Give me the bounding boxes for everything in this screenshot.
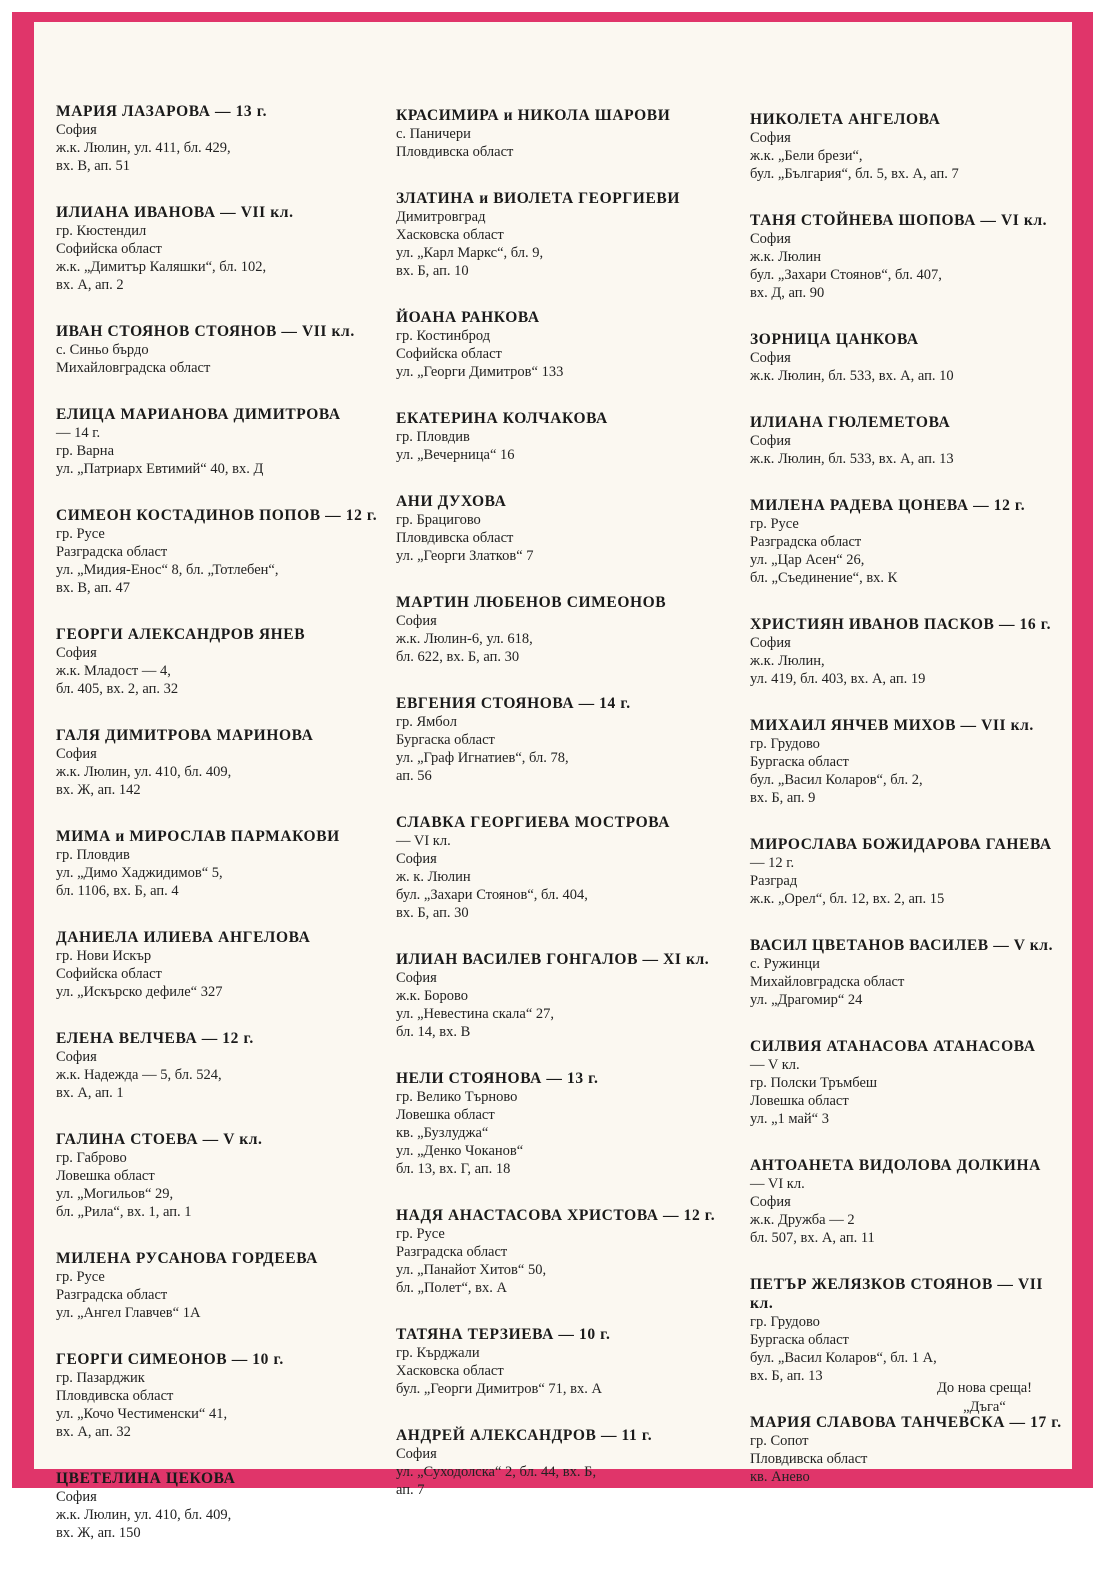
address-entry: [396, 593, 726, 666]
entry-address-line: София: [56, 645, 97, 661]
entry-name: МИЛЕНА РАДЕВА ЦОНЕВА — 12 г.: [750, 497, 1026, 514]
address-entry: [56, 726, 386, 799]
entry-address-line: ул. „1 май“ 3: [750, 1111, 829, 1127]
address-entry: [750, 211, 1070, 302]
entry-address-line: ул. „Ангел Главчев“ 1А: [56, 1305, 201, 1321]
entry-address-line: София: [750, 130, 791, 146]
entry-address-line: ж.к. Люлин, ул. 410, бл. 409,: [56, 764, 232, 780]
entry-address-line: гр. Велико Търново: [396, 1089, 518, 1105]
entry-address-line: гр. Русе: [56, 1269, 105, 1285]
entry-address-line: София: [56, 122, 97, 138]
entry-name: ГАЛЯ ДИМИТРОВА МАРИНОВА: [56, 727, 314, 744]
entry-address-line: гр. Русе: [396, 1226, 445, 1242]
entry-address-line: вх. А, ап. 2: [56, 277, 124, 293]
entry-address-line: гр. Кърджали: [396, 1345, 480, 1361]
entry-address-line: ж.к. Дружба — 2: [750, 1212, 855, 1228]
entry-name: НЕЛИ СТОЯНОВА — 13 г.: [396, 1070, 599, 1087]
entry-address-line: гр. Брацигово: [396, 512, 481, 528]
address-entry: [750, 716, 1070, 807]
entry-address-line: вх. Б, ап. 10: [396, 263, 469, 279]
entry-address-line: — 12 г.: [750, 855, 795, 871]
entry-address-line: гр. Ямбол: [396, 714, 457, 730]
entry-name: ЕВГЕНИЯ СТОЯНОВА — 14 г.: [396, 695, 631, 712]
entry-address-line: гр. Русе: [750, 516, 799, 532]
entry-address-line: София: [56, 1489, 97, 1505]
entry-address-line: кв. Анево: [750, 1469, 810, 1485]
address-entry: [396, 106, 726, 161]
entry-address-line: с. Ружинци: [750, 956, 820, 972]
entry-address-line: вх. Ж, ап. 150: [56, 1525, 141, 1541]
address-entry: [396, 1426, 726, 1499]
address-entry: [56, 322, 386, 377]
entry-address-line: Ловешка област: [750, 1093, 849, 1109]
entry-address-line: бл. 13, вх. Г, ап. 18: [396, 1161, 511, 1177]
entry-address-line: бл. 405, вх. 2, ап. 32: [56, 681, 179, 697]
entry-address-line: София: [750, 433, 791, 449]
entry-address-line: гр. Нови Искър: [56, 948, 152, 964]
entry-name: ИЛИАНА ГЮЛЕМЕТОВА: [750, 414, 951, 431]
entry-address-line: ул. „Невестина скала“ 27,: [396, 1006, 555, 1022]
entry-address-line: ул. „Кочо Честименски“ 41,: [56, 1406, 228, 1422]
entry-address-line: бул. „Захари Стоянов“, бл. 407,: [750, 267, 942, 283]
entry-address-line: София: [56, 746, 97, 762]
entry-address-line: бл. „Полет“, вх. А: [396, 1280, 507, 1296]
entry-address-line: ул. „Карл Маркс“, бл. 9,: [396, 245, 544, 261]
column-middle: [396, 106, 726, 1527]
entry-address-line: бл. „Рила“, вх. 1, ап. 1: [56, 1204, 192, 1220]
entry-address-line: гр. Русе: [56, 526, 105, 542]
entry-address-line: Пловдивска област: [750, 1451, 868, 1467]
address-entry: [396, 1206, 726, 1297]
closing-magazine: „Дъга“: [963, 1399, 1006, 1415]
entry-name: НАДЯ АНАСТАСОВА ХРИСТОВА — 12 г.: [396, 1207, 716, 1224]
entry-address-line: София: [396, 1446, 437, 1462]
entry-name: АНТОАНЕТА ВИДОЛОВА ДОЛКИНА: [750, 1157, 1041, 1174]
entry-address-line: Димитровград: [396, 209, 486, 225]
address-entry: [750, 615, 1070, 688]
entry-address-line: ул. „Димо Хаджидимов“ 5,: [56, 865, 223, 881]
entry-address-line: ул. 419, бл. 403, вх. А, ап. 19: [750, 671, 926, 687]
entry-address-line: — 14 г.: [56, 425, 101, 441]
entry-address-line: ул. „Могильов“ 29,: [56, 1186, 174, 1202]
entry-name: ДАНИЕЛА ИЛИЕВА АНГЕЛОВА: [56, 929, 311, 946]
entry-address-line: Ловешка област: [56, 1168, 155, 1184]
entry-name: ИЛИАН ВАСИЛЕВ ГОНГАЛОВ — XI кл.: [396, 951, 710, 968]
entry-address-line: София: [750, 350, 791, 366]
entry-address-line: ул. „Вечерница“ 16: [396, 447, 515, 463]
entry-address-line: ж.к. Борово: [396, 988, 469, 1004]
entry-address-line: София: [750, 635, 791, 651]
closing-signature: [937, 1379, 1032, 1417]
entry-address-line: вх. Б, ап. 13: [750, 1368, 823, 1384]
entry-address-line: Бургаска област: [750, 754, 849, 770]
entry-address-line: Хасковска област: [396, 1363, 504, 1379]
entry-address-line: — VI кл.: [396, 833, 451, 849]
address-entry: [396, 813, 726, 922]
entry-address-line: гр. Варна: [56, 443, 114, 459]
entry-name: ГАЛИНА СТОЕВА — V кл.: [56, 1131, 263, 1148]
entry-name: МАРТИН ЛЮБЕНОВ СИМЕОНОВ: [396, 594, 667, 611]
entry-address-line: гр. Сопот: [750, 1433, 809, 1449]
entry-address-line: гр. Грудово: [750, 736, 820, 752]
address-entry: [396, 308, 726, 381]
address-entry: [750, 936, 1070, 1009]
entry-address-line: ул. „Панайот Хитов“ 50,: [396, 1262, 547, 1278]
entry-address-line: София: [750, 1194, 791, 1210]
entry-address-line: кв. „Бузлуджа“: [396, 1125, 489, 1141]
entry-name: МИМА и МИРОСЛАВ ПАРМАКОВИ: [56, 828, 340, 845]
address-entry: [56, 405, 386, 478]
entry-name: АНИ ДУХОВА: [396, 493, 507, 510]
entry-address-line: гр. Пазарджик: [56, 1370, 145, 1386]
entry-address-line: ап. 7: [396, 1482, 425, 1498]
entry-address-line: София: [750, 231, 791, 247]
entry-address-line: София: [56, 1049, 97, 1065]
entry-address-line: — V кл.: [750, 1057, 800, 1073]
address-entry: [750, 835, 1070, 908]
entry-address-line: Софийска област: [396, 346, 502, 362]
entry-address-line: бл. 14, вх. В: [396, 1024, 471, 1040]
entry-address-line: ул. „Искърско дефиле“ 327: [56, 984, 223, 1000]
entry-address-line: Разградска област: [750, 534, 862, 550]
entry-address-line: вх. Б, ап. 30: [396, 905, 469, 921]
entry-address-line: Разградска област: [56, 544, 168, 560]
entry-address-line: ж.к. Люлин: [750, 249, 821, 265]
entry-address-line: ж.к. Младост — 4,: [56, 663, 171, 679]
column-right: [750, 110, 1070, 1514]
entry-address-line: ж.к. Люлин,: [750, 653, 825, 669]
entry-address-line: Михайловградска област: [56, 360, 211, 376]
address-entry: [396, 950, 726, 1041]
entry-address-line: вх. А, ап. 32: [56, 1424, 131, 1440]
entry-name: ТАТЯНА ТЕРЗИЕВА — 10 г.: [396, 1326, 611, 1343]
entry-address-line: ул. „Драгомир“ 24: [750, 992, 863, 1008]
entry-name: ЕЛИЦА МАРИАНОВА ДИМИТРОВА: [56, 406, 341, 423]
entry-address-line: ж.к. Люлин, бл. 533, вх. А, ап. 10: [750, 368, 954, 384]
address-entry: [56, 1350, 386, 1441]
entry-address-line: ж.к. Люлин, ул. 411, бл. 429,: [56, 140, 231, 156]
entry-address-line: — VI кл.: [750, 1176, 805, 1192]
entry-address-line: ж.к. „Орел“, бл. 12, вх. 2, ап. 15: [750, 891, 945, 907]
entry-address-line: вх. Д, ап. 90: [750, 285, 825, 301]
entry-address-line: Разградска област: [396, 1244, 508, 1260]
entry-name: ГЕОРГИ СИМЕОНОВ — 10 г.: [56, 1351, 284, 1368]
entry-name: МАРИЯ ЛАЗАРОВА — 13 г.: [56, 103, 268, 120]
entry-name: ХРИСТИЯН ИВАНОВ ПАСКОВ — 16 г.: [750, 616, 1052, 633]
address-entry: [750, 1413, 1070, 1486]
entry-address-line: ж.к. Надежда — 5, бл. 524,: [56, 1067, 222, 1083]
closing-greeting: До нова среща!: [936, 1380, 1032, 1396]
entry-name: ПЕТЪР ЖЕЛЯЗКОВ СТОЯНОВ — VII кл.: [750, 1276, 1044, 1312]
address-entry: [56, 1130, 386, 1221]
address-entry: [56, 827, 386, 900]
address-entry: [56, 1249, 386, 1322]
entry-address-line: бул. „Георги Димитров“ 71, вх. А: [396, 1381, 602, 1397]
entry-name: ИВАН СТОЯНОВ СТОЯНОВ — VII кл.: [56, 323, 355, 340]
entry-address-line: вх. А, ап. 1: [56, 1085, 124, 1101]
address-entry: [750, 1037, 1070, 1128]
entry-address-line: Софийска област: [56, 241, 162, 257]
entry-address-line: Бургаска област: [750, 1332, 849, 1348]
address-entry: [56, 506, 386, 597]
entry-address-line: Хасковска област: [396, 227, 504, 243]
address-entry: [56, 102, 386, 175]
entry-address-line: ул. „Георги Златков“ 7: [396, 548, 534, 564]
entry-address-line: Софийска област: [56, 966, 162, 982]
entry-address-line: ж.к. „Бели брези“,: [750, 148, 863, 164]
address-entry: [396, 1069, 726, 1178]
entry-address-line: гр. Костинброд: [396, 328, 491, 344]
entry-address-line: София: [396, 970, 437, 986]
entry-name: МИХАИЛ ЯНЧЕВ МИХОВ — VII кл.: [750, 717, 1034, 734]
entry-address-line: гр. Пловдив: [56, 847, 130, 863]
entry-name: ЦВЕТЕЛИНА ЦЕКОВА: [56, 1470, 236, 1487]
entry-address-line: вх. В, ап. 47: [56, 580, 131, 596]
entry-name: ЗЛАТИНА и ВИОЛЕТА ГЕОРГИЕВИ: [396, 190, 680, 207]
entry-address-line: Разградска област: [56, 1287, 168, 1303]
entry-name: ГЕОРГИ АЛЕКСАНДРОВ ЯНЕВ: [56, 626, 306, 643]
entry-address-line: ж.к. Люлин, бл. 533, вх. А, ап. 13: [750, 451, 954, 467]
entry-address-line: Разград: [750, 873, 798, 889]
entry-address-line: гр. Полски Тръмбеш: [750, 1075, 878, 1091]
address-entry: [750, 330, 1070, 385]
entry-address-line: бл. „Съединение“, вх. К: [750, 570, 898, 586]
page-border: [12, 12, 1093, 1541]
entry-address-line: бл. 507, вх. А, ап. 11: [750, 1230, 875, 1246]
page-sheet: [34, 22, 1072, 1541]
entry-name: АНДРЕЙ АЛЕКСАНДРОВ — 11 г.: [396, 1427, 653, 1444]
entry-address-line: ж.к. Люлин, ул. 410, бл. 409,: [56, 1507, 232, 1523]
entry-address-line: ул. „Суходолска“ 2, бл. 44, вх. Б,: [396, 1464, 597, 1480]
entry-address-line: Пловдивска област: [396, 144, 514, 160]
address-entry: [396, 1325, 726, 1398]
address-entry: [750, 110, 1070, 183]
column-left: [56, 102, 386, 1570]
address-entry: [56, 625, 386, 698]
entry-address-line: бл. 622, вх. Б, ап. 30: [396, 649, 520, 665]
entry-address-line: ул. „Мидия-Енос“ 8, бл. „Тотлебен“,: [56, 562, 279, 578]
address-entry: [56, 1029, 386, 1102]
entry-address-line: София: [396, 613, 437, 629]
entry-address-line: Бургаска област: [396, 732, 495, 748]
entry-address-line: гр. Пловдив: [396, 429, 470, 445]
entry-address-line: ж.к. „Димитър Каляшки“, бл. 102,: [56, 259, 267, 275]
address-entry: [396, 694, 726, 785]
entry-name: ИЛИАНА ИВАНОВА — VII кл.: [56, 204, 294, 221]
entry-address-line: с. Синьо бърдо: [56, 342, 149, 358]
entry-name: СИМЕОН КОСТАДИНОВ ПОПОВ — 12 г.: [56, 507, 378, 524]
entry-address-line: Михайловградска област: [750, 974, 905, 990]
entry-address-line: бул. „Васил Коларов“, бл. 2,: [750, 772, 923, 788]
entry-name: ЗОРНИЦА ЦАНКОВА: [750, 331, 919, 348]
entry-address-line: бул. „Захари Стоянов“, бл. 404,: [396, 887, 588, 903]
entry-address-line: бл. 1106, вх. Б, ап. 4: [56, 883, 179, 899]
address-entry: [396, 189, 726, 280]
entry-address-line: ул. „Денко Чоканов“: [396, 1143, 524, 1159]
entry-name: МАРИЯ СЛАВОВА ТАНЧЕВСКА — 17 г.: [750, 1414, 1062, 1431]
entry-address-line: ул. „Граф Игнатиев“, бл. 78,: [396, 750, 569, 766]
entry-name: ТАНЯ СТОЙНЕВА ШОПОВА — VI кл.: [750, 212, 1048, 229]
entry-address-line: гр. Кюстендил: [56, 223, 147, 239]
entry-name: ЕЛЕНА ВЕЛЧЕВА — 12 г.: [56, 1030, 254, 1047]
entry-address-line: вх. Ж, ап. 142: [56, 782, 141, 798]
address-entry: [56, 203, 386, 294]
entry-address-line: ж.к. Люлин-6, ул. 618,: [396, 631, 533, 647]
entry-name: МИЛЕНА РУСАНОВА ГОРДЕЕВА: [56, 1250, 318, 1267]
address-entry: [750, 496, 1070, 587]
entry-address-line: Пловдивска област: [396, 530, 514, 546]
address-entry: [750, 1275, 1070, 1385]
entry-address-line: Пловдивска област: [56, 1388, 174, 1404]
entry-name: КРАСИМИРА и НИКОЛА ШАРОВИ: [396, 107, 671, 124]
entry-address-line: вх. В, ап. 51: [56, 158, 131, 174]
entry-name: ВАСИЛ ЦВЕТАНОВ ВАСИЛЕВ — V кл.: [750, 937, 1054, 954]
address-entry: [396, 409, 726, 464]
entry-name: СИЛВИЯ АТАНАСОВА АТАНАСОВА: [750, 1038, 1036, 1055]
entry-name: ЙОАНА РАНКОВА: [396, 309, 540, 326]
address-entry: [750, 413, 1070, 468]
entry-address-line: с. Паничери: [396, 126, 471, 142]
entry-address-line: ап. 56: [396, 768, 432, 784]
entry-name: НИКОЛЕТА АНГЕЛОВА: [750, 111, 941, 128]
entry-name: СЛАВКА ГЕОРГИЕВА МОСТРОВА: [396, 814, 671, 831]
entry-address-line: ул. „Георги Димитров“ 133: [396, 364, 564, 380]
entry-address-line: вх. Б, ап. 9: [750, 790, 816, 806]
entry-address-line: гр. Грудово: [750, 1314, 820, 1330]
entry-address-line: ул. „Цар Асен“ 26,: [750, 552, 865, 568]
entry-address-line: ул. „Патриарх Евтимий“ 40, вх. Д: [56, 461, 264, 477]
address-entry: [56, 1469, 386, 1542]
entry-address-line: бул. „Васил Коларов“, бл. 1 А,: [750, 1350, 937, 1366]
entry-name: ЕКАТЕРИНА КОЛЧАКОВА: [396, 410, 608, 427]
entry-address-line: София: [396, 851, 437, 867]
address-entry: [396, 492, 726, 565]
address-entry: [56, 928, 386, 1001]
address-entry: [750, 1156, 1070, 1247]
entry-address-line: бул. „България“, бл. 5, вх. А, ап. 7: [750, 166, 959, 182]
entry-address-line: гр. Габрово: [56, 1150, 127, 1166]
entry-name: МИРОСЛАВА БОЖИДАРОВА ГАНЕВА: [750, 836, 1052, 853]
entry-address-line: ж. к. Люлин: [396, 869, 471, 885]
entry-address-line: Ловешка област: [396, 1107, 495, 1123]
